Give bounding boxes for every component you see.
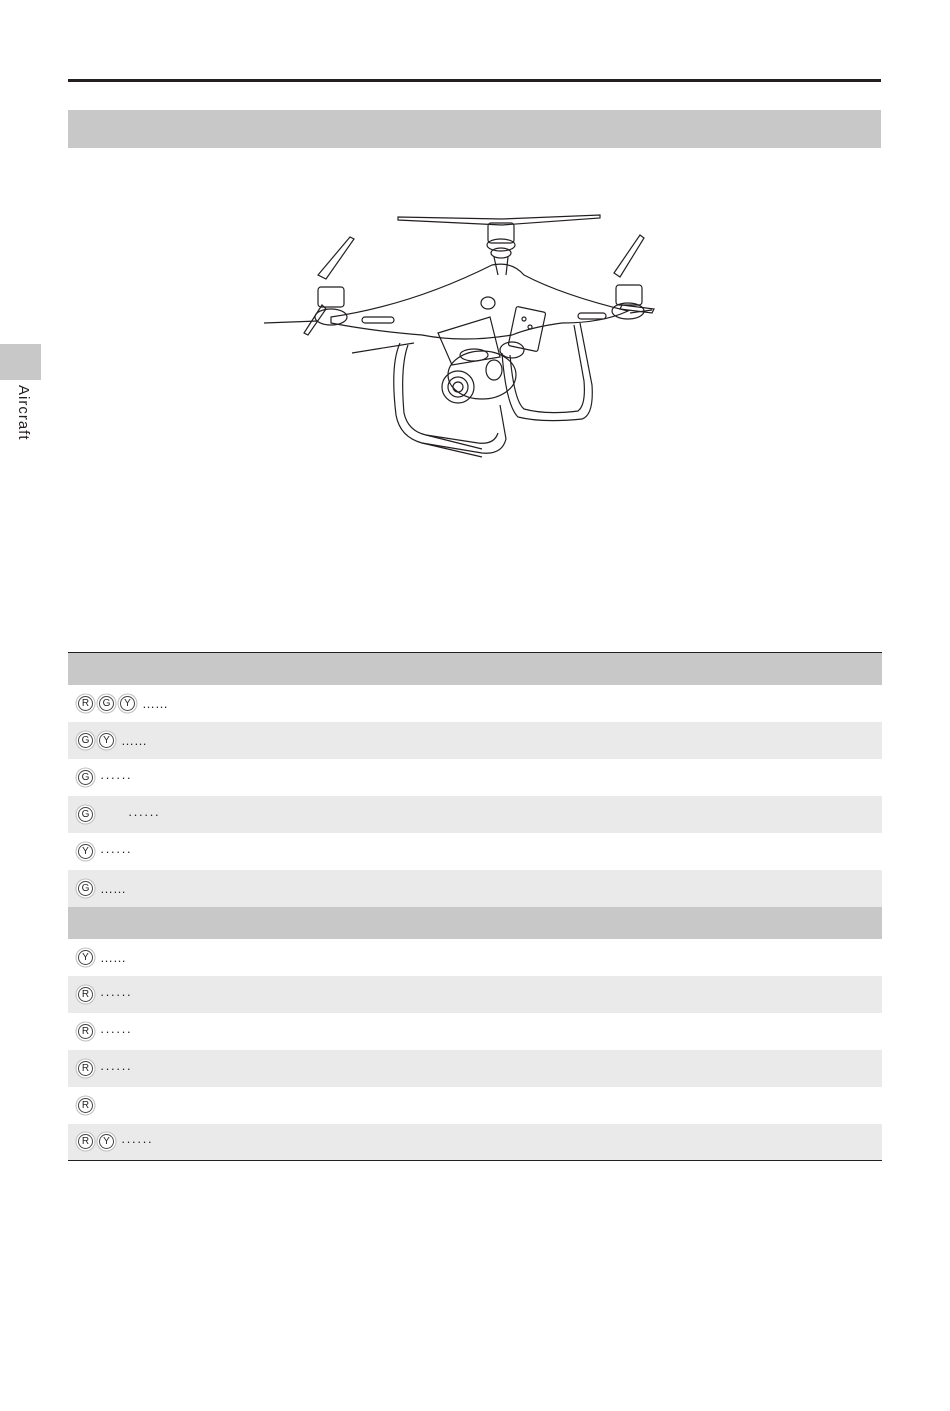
side-tab-marker (0, 344, 41, 380)
aircraft-body (331, 264, 628, 339)
led-g-icon: G (78, 770, 93, 785)
blink-pattern: …… (121, 732, 147, 748)
table-row (68, 722, 882, 759)
blink-pattern: ······ (100, 843, 132, 859)
blink-pattern: ······ (100, 1023, 132, 1039)
left-propeller (318, 237, 354, 279)
callout-line (264, 321, 318, 323)
blink-pattern: ······ (100, 1060, 132, 1076)
led-r-icon: R (78, 1134, 93, 1149)
aircraft-illustration (262, 205, 662, 467)
led-g-icon: G (99, 696, 114, 711)
table-row (68, 1050, 882, 1087)
led-y-icon: Y (78, 844, 93, 859)
led-indicator-table (68, 652, 882, 1161)
table-row (68, 870, 882, 907)
gimbal-mount (438, 317, 500, 365)
table-section-header (68, 907, 882, 939)
blink-pattern: …… (100, 880, 126, 896)
table-row (68, 833, 882, 870)
left-motor (318, 287, 344, 307)
led-r-icon: R (78, 1024, 93, 1039)
table-row (68, 939, 882, 976)
header-rule (68, 79, 881, 82)
blink-pattern: ······ (121, 1134, 153, 1150)
table-row (68, 759, 882, 796)
led-r-icon: R (78, 1098, 93, 1113)
led-r-icon: R (78, 1061, 93, 1076)
blink-pattern: ······ (100, 769, 132, 785)
table-row (68, 976, 882, 1013)
blink-pattern: …… (142, 695, 168, 711)
led-g-icon: G (78, 733, 93, 748)
table-row (68, 1013, 882, 1050)
table-row (68, 685, 882, 722)
blink-pattern: ······ (128, 806, 160, 822)
led-y-icon: Y (99, 733, 114, 748)
camera-lens (442, 371, 474, 403)
led-r-icon: R (78, 987, 93, 1002)
table-row (68, 1124, 882, 1161)
led-y-icon: Y (99, 1134, 114, 1149)
blink-pattern: …… (100, 949, 126, 965)
table-section-header (68, 653, 882, 685)
side-tab-label: Aircraft (15, 385, 32, 441)
led-g-icon: G (78, 807, 93, 822)
right-motor (616, 285, 642, 305)
led-y-icon: Y (120, 696, 135, 711)
led-y-icon: Y (78, 950, 93, 965)
led-r-icon: R (78, 696, 93, 711)
blink-pattern: ······ (100, 986, 132, 1002)
table-row (68, 1087, 882, 1124)
led-g-icon: G (78, 881, 93, 896)
section-title-bar (68, 110, 881, 148)
table-row (68, 796, 882, 833)
right-propeller (614, 235, 644, 277)
